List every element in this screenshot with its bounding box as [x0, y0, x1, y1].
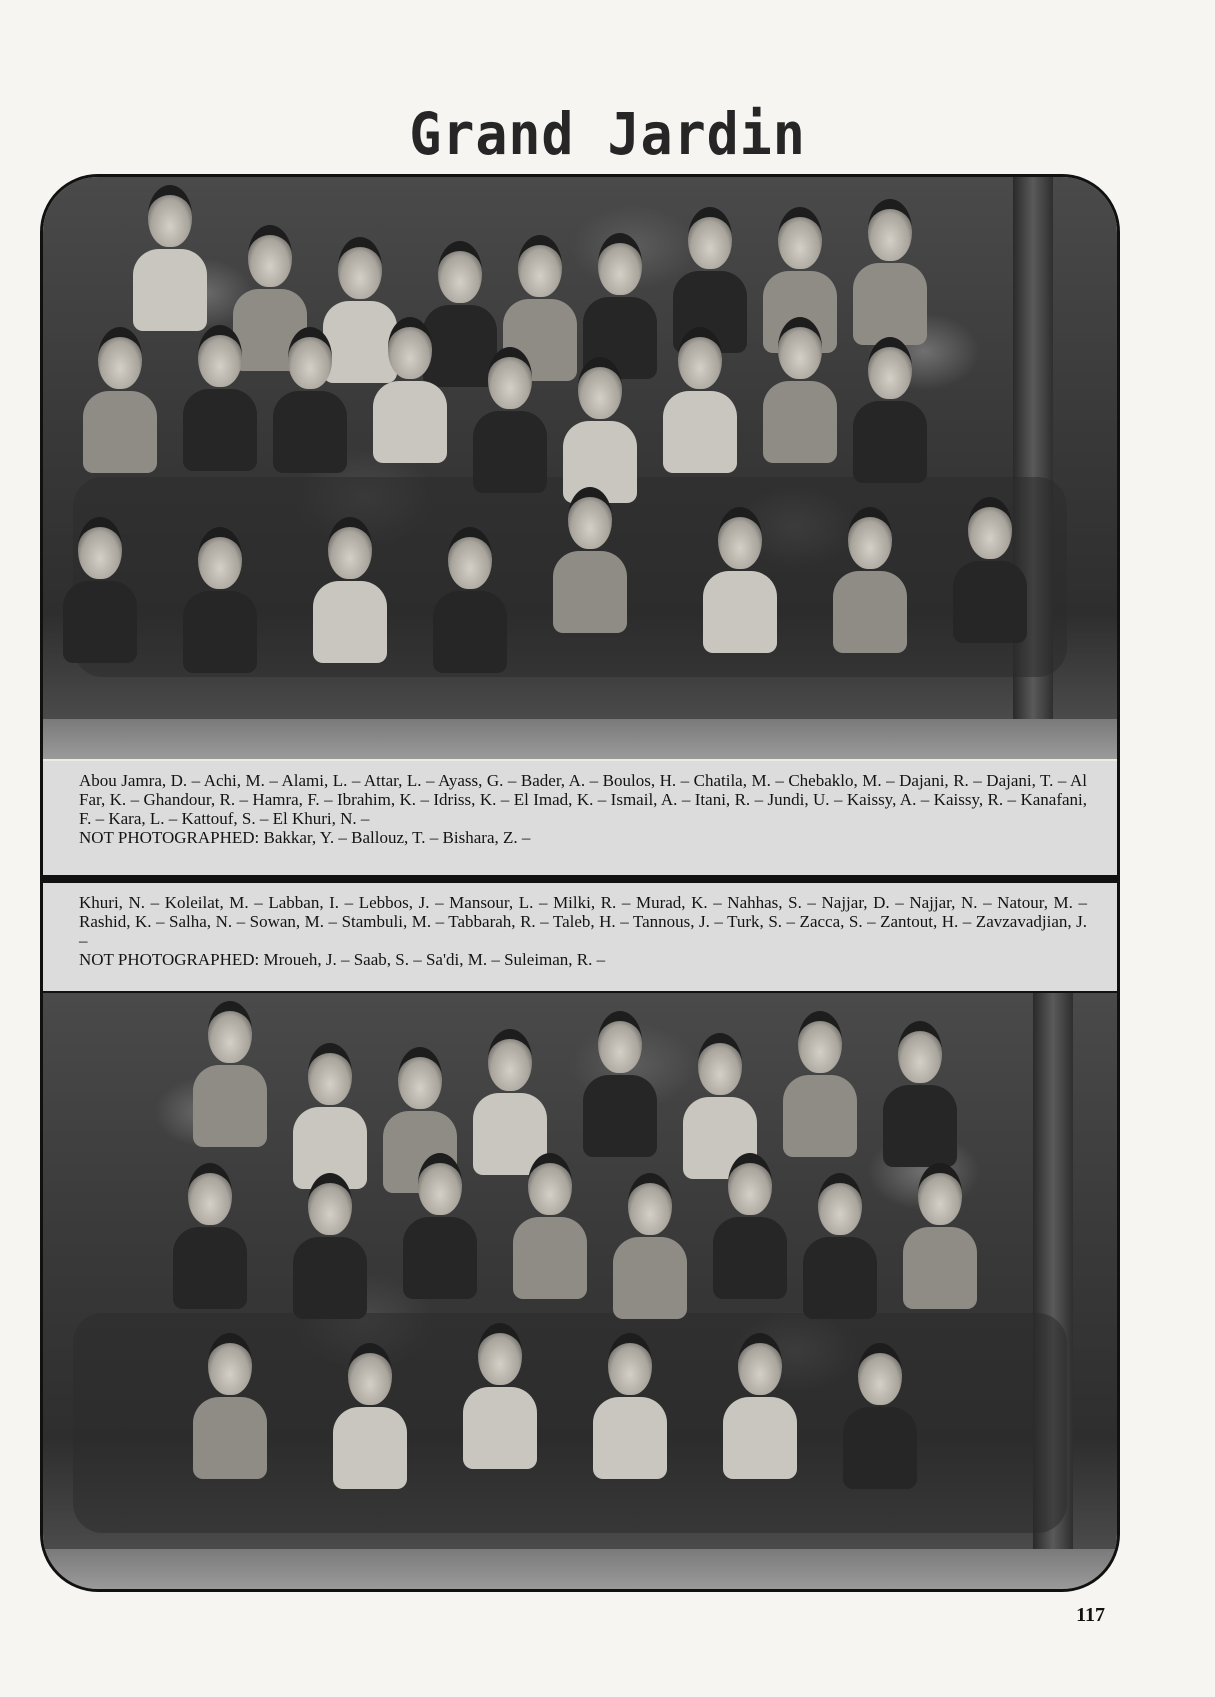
caption-bottom-not-photographed: NOT PHOTOGRAPHED: Mroueh, J. – Saab, S. – Sa'di, M. – Suleiman, R. – [79, 950, 606, 969]
child-figure [593, 1333, 667, 1479]
child-figure [173, 1163, 247, 1309]
child-figure [583, 1011, 657, 1157]
photo-ground [43, 719, 1117, 759]
child-figure [563, 357, 637, 503]
child-figure [313, 517, 387, 663]
child-figure [613, 1173, 687, 1319]
caption-divider [43, 875, 1117, 883]
child-figure [703, 507, 777, 653]
child-figure [713, 1153, 787, 1299]
caption-bottom [43, 883, 1117, 991]
child-figure [83, 327, 157, 473]
child-figure [133, 185, 207, 331]
child-figure [553, 487, 627, 633]
child-figure [193, 1333, 267, 1479]
child-figure [833, 507, 907, 653]
child-figure [723, 1333, 797, 1479]
class-photo-top [43, 177, 1117, 759]
child-figure [293, 1173, 367, 1319]
caption-bottom-names: Khuri, N. – Koleilat, M. – Labban, I. – Lebbos, J. – Mansour, L. – Milki, R. – Murad, K. – Nahhas, S. – Najjar, D. – Najjar, N. – Natour, M. – Rashid, K. – Salha, N. – Sowan, M. – Stambuli, M. – Tabbarah, R. – Taleb, H. – Tannous, J. – Turk, S. – Zacca, S. – Zantout, H. – Zavzavadjian, J. – [79, 893, 1087, 950]
child-figure [63, 517, 137, 663]
page-title: Grand Jardin [409, 100, 806, 168]
child-figure [853, 337, 927, 483]
child-figure [463, 1323, 537, 1469]
child-figure [373, 317, 447, 463]
child-figure [433, 527, 507, 673]
child-figure [293, 1043, 367, 1189]
child-figure [513, 1153, 587, 1299]
child-figure [953, 497, 1027, 643]
child-figure [763, 317, 837, 463]
child-figure [903, 1163, 977, 1309]
child-figure [193, 1001, 267, 1147]
child-figure [183, 527, 257, 673]
child-figure [273, 327, 347, 473]
class-photo-bottom [43, 993, 1117, 1589]
child-figure [843, 1343, 917, 1489]
caption-top [43, 761, 1117, 875]
child-figure [333, 1343, 407, 1489]
page-number: 117 [1076, 1604, 1105, 1626]
child-figure [853, 199, 927, 345]
child-figure [473, 347, 547, 493]
child-figure [663, 327, 737, 473]
caption-top-not-photographed: NOT PHOTOGRAPHED: Bakkar, Y. – Ballouz, T. – Bishara, Z. – [79, 828, 531, 847]
child-figure [183, 325, 257, 471]
child-figure [403, 1153, 477, 1299]
caption-top-names: Abou Jamra, D. – Achi, M. – Alami, L. – Attar, L. – Ayass, G. – Bader, A. – Boulos, H. – Chatila, M. – Chebaklo, M. – Dajani, R. – Dajani, T. – Al Far, K. – Ghandour, R. – Hamra, F. – Ibrahim, K. – Idriss, K. – El Imad, K. – Ismail, A. – Itani, R. – Jundi, U. – Kaissy, A. – Kaissy, R. – Kanafani, F. – Kara, L. – Kattouf, S. – El Khuri, N. – [79, 771, 1087, 828]
child-figure [803, 1173, 877, 1319]
photo-ground [43, 1549, 1117, 1589]
child-figure [783, 1011, 857, 1157]
photo-frame [40, 174, 1120, 1592]
child-figure [883, 1021, 957, 1167]
